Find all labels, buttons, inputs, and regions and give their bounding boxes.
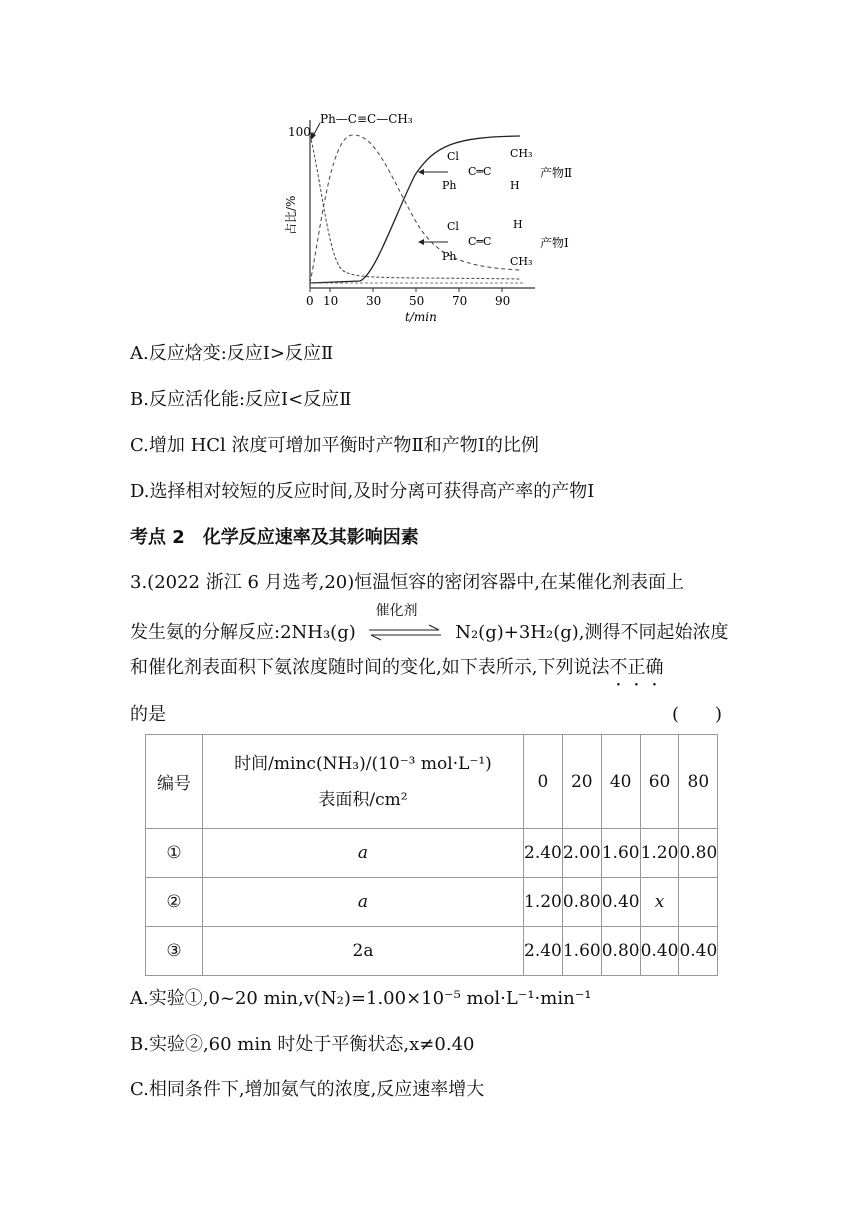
- cell-value: x: [640, 878, 679, 927]
- catalyst-label: 催化剂: [375, 603, 418, 619]
- cell-value: 1.60: [601, 829, 640, 878]
- col-header-number: 编号: [146, 735, 203, 829]
- p2-ph: Ph: [442, 179, 457, 192]
- table-row: [146, 829, 718, 878]
- q2-option-a: A.反应焓变:反应Ⅰ>反应Ⅱ: [130, 343, 334, 364]
- cell-value: 2.40: [524, 927, 563, 976]
- product2-label: 产物Ⅱ: [540, 166, 573, 180]
- col-header-bottom: 表面积/cm²: [318, 789, 408, 810]
- row-number: ②: [146, 878, 203, 927]
- cell-value: 1.20: [524, 878, 563, 927]
- time-header-20: 20: [562, 735, 601, 829]
- cell-value: [679, 878, 718, 927]
- col-header-top: 时间/minc(NH₃)/(10⁻³ mol·L⁻¹): [234, 753, 492, 774]
- cell-value: 2.00: [562, 829, 601, 878]
- cell-value: 0.80: [562, 878, 601, 927]
- p2-cc: C═C: [468, 165, 492, 178]
- table-row: [146, 878, 718, 927]
- reactant-curve: [310, 135, 520, 279]
- product1-curve: [310, 135, 520, 283]
- y-tick-100: 100: [288, 125, 311, 139]
- q3-option-a: A.实验①,0~20 min,v(N₂)=1.00×10⁻⁵ mol·L⁻¹·min⁻¹: [130, 988, 592, 1009]
- time-header-40: 40: [601, 735, 640, 829]
- p1-h: H: [513, 218, 523, 231]
- q2-option-d: D.选择相对较短的反应时间,及时分离可获得高产率的产物Ⅰ: [130, 481, 595, 502]
- p1-cc: C═C: [468, 235, 492, 248]
- q3-line1: 3.(2022 浙江 6 月选考,20)恒温恒容的密闭容器中,在某催化剂表面上: [130, 572, 684, 593]
- q3-line2-post: N₂(g)+3H₂(g),测得不同起始浓度: [455, 622, 729, 643]
- emphasis-que: 确: [645, 657, 664, 678]
- x-tick-70: 70: [452, 294, 468, 308]
- row-area: 2a: [203, 927, 524, 976]
- answer-bracket: ( ): [672, 704, 723, 725]
- p1-cl: Cl: [447, 220, 459, 233]
- col-header-condition: [203, 735, 524, 829]
- x-tick-10: 10: [323, 294, 339, 308]
- row-number: ③: [146, 927, 203, 976]
- x-tick-30: 30: [366, 294, 382, 308]
- q3-line2: [130, 603, 729, 645]
- p1-ph: Ph: [442, 250, 457, 263]
- q3-line4: 的是: [130, 704, 166, 725]
- x-axis-label: t/min: [405, 310, 437, 324]
- cell-value: 0.40: [601, 878, 640, 927]
- row-area: a: [203, 829, 524, 878]
- row-number: ①: [146, 829, 203, 878]
- q3-option-b: B.实验②,60 min 时处于平衡状态,x≠0.40: [130, 1034, 475, 1055]
- section-title: 考点 2 化学反应速率及其影响因素: [130, 527, 419, 548]
- p2-h: H: [510, 179, 520, 192]
- q2-option-c: C.增加 HCl 浓度可增加平衡时产物Ⅱ和产物Ⅰ的比例: [130, 435, 539, 456]
- cell-value: 1.60: [562, 927, 601, 976]
- time-header-0: 0: [524, 735, 563, 829]
- q3-line3-pre: 和催化剂表面积下氨浓度随时间的变化,如下表所示,下列说法: [130, 657, 610, 678]
- product1-label: 产物Ⅰ: [540, 236, 569, 250]
- cell-value: 0.80: [679, 829, 718, 878]
- data-table: [145, 734, 718, 976]
- row-area: a: [203, 878, 524, 927]
- product2-curve: [310, 136, 520, 283]
- table-row: [146, 927, 718, 976]
- reactant-formula: Ph—C≡C—CH₃: [320, 112, 413, 126]
- q3-line2-pre: 发生氨的分解反应:2NH₃(g): [130, 622, 356, 643]
- y-axis-label: 占比/%: [284, 195, 298, 235]
- p2-cl: Cl: [447, 150, 459, 163]
- time-header-80: 80: [679, 735, 718, 829]
- q3-option-c: C.相同条件下,增加氨气的浓度,反应速率增大: [130, 1079, 485, 1100]
- x-tick-50: 50: [409, 294, 425, 308]
- cell-value: 0.40: [640, 927, 679, 976]
- emphasis-zheng: 正: [627, 657, 646, 678]
- p1-ch3: CH₃: [510, 255, 533, 268]
- x-tick-90: 90: [495, 294, 511, 308]
- q2-option-b: B.反应活化能:反应Ⅰ<反应Ⅱ: [130, 389, 352, 410]
- x-tick-0: 0: [306, 294, 314, 308]
- q3-line3: [130, 656, 663, 680]
- cell-value: 2.40: [524, 829, 563, 878]
- catalyst-arrow: [367, 603, 443, 643]
- emphasis-bu: 不: [609, 657, 628, 678]
- cell-value: 0.40: [679, 927, 718, 976]
- p2-ch3: CH₃: [510, 147, 533, 160]
- reaction-graph: [270, 105, 600, 330]
- cell-value: 0.80: [601, 927, 640, 976]
- cell-value: 1.20: [640, 829, 679, 878]
- time-header-60: 60: [640, 735, 679, 829]
